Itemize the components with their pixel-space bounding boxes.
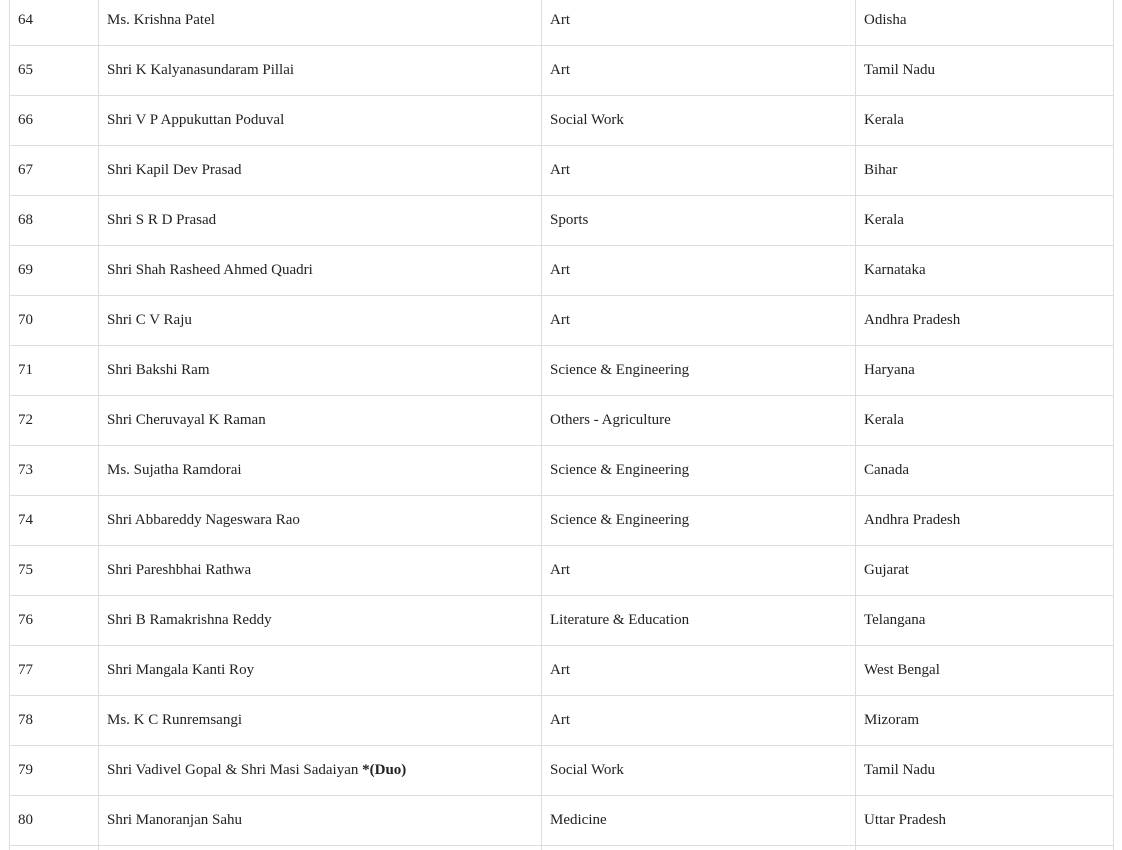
awardee-name: Shri S R D Prasad (107, 212, 217, 228)
table-row (10, 796, 1114, 846)
serial-number-cell (10, 846, 99, 850)
field-cell: Science & Engineering (542, 446, 856, 496)
table-row (10, 596, 1114, 646)
field-cell: Science & Engineering (542, 496, 856, 546)
awardee-name-cell (99, 846, 542, 850)
table-row (10, 146, 1114, 196)
awardee-name-cell (99, 546, 542, 596)
awardee-name-cell (99, 96, 542, 146)
field-cell: Art (542, 696, 856, 746)
awardee-name-cell (99, 346, 542, 396)
awardee-name-cell (99, 646, 542, 696)
state-cell: Haryana (856, 346, 1114, 396)
awardee-name-cell (99, 0, 542, 46)
state-cell: Odisha (856, 0, 1114, 46)
awardee-name-cell (99, 596, 542, 646)
serial-number-cell: 80 (10, 796, 99, 846)
serial-number-cell: 64 (10, 0, 99, 46)
table-row (10, 296, 1114, 346)
awardee-name-cell (99, 296, 542, 346)
state-cell: Andhra Pradesh (856, 496, 1114, 546)
serial-number-cell: 69 (10, 246, 99, 296)
awardee-name: Shri K Kalyanasundaram Pillai (107, 62, 295, 78)
awardee-name-cell (99, 496, 542, 546)
state-cell: Kerala (856, 196, 1114, 246)
table-row (10, 0, 1114, 46)
table-body (10, 0, 1114, 850)
table-row (10, 246, 1114, 296)
field-cell: Art (542, 646, 856, 696)
serial-number-cell: 78 (10, 696, 99, 746)
table-row (10, 446, 1114, 496)
awardee-name-cell (99, 796, 542, 846)
awardee-name: Shri Vadivel Gopal & Shri Masi Sadaiyan (107, 762, 359, 778)
field-cell: Art (542, 46, 856, 96)
state-cell: Kerala (856, 96, 1114, 146)
state-cell: Karnataka (856, 246, 1114, 296)
table-row (10, 46, 1114, 96)
awardee-name-cell (99, 196, 542, 246)
field-cell: Art (542, 296, 856, 346)
awardee-name: Shri B Ramakrishna Reddy (107, 612, 272, 628)
awardee-name: Shri C V Raju (107, 312, 192, 328)
serial-number-cell: 76 (10, 596, 99, 646)
field-cell: Medicine (542, 796, 856, 846)
field-cell: Art (542, 546, 856, 596)
table-row (10, 196, 1114, 246)
field-cell: Art (542, 146, 856, 196)
serial-number-cell: 65 (10, 46, 99, 96)
table-row (10, 96, 1114, 146)
duo-marker (362, 762, 406, 778)
awardee-name-cell (99, 396, 542, 446)
state-cell: Andhra Pradesh (856, 296, 1114, 346)
state-cell: Gujarat (856, 546, 1114, 596)
state-cell: Telangana (856, 596, 1114, 646)
awardee-name: Shri Mangala Kanti Roy (107, 662, 255, 678)
field-cell: Sports (542, 196, 856, 246)
field-cell: Art (542, 246, 856, 296)
table-row (10, 746, 1114, 796)
state-cell: Mizoram (856, 696, 1114, 746)
field-cell: Science & Engineering (542, 346, 856, 396)
awardee-name-cell (99, 746, 542, 796)
awardee-name: Shri Abbareddy Nageswara Rao (107, 512, 300, 528)
table-row (10, 346, 1114, 396)
table-row (10, 546, 1114, 596)
state-cell: Tamil Nadu (856, 746, 1114, 796)
awardee-name: Shri V P Appukuttan Poduval (107, 112, 285, 128)
awardee-name: Shri Manoranjan Sahu (107, 812, 242, 828)
state-cell: Uttar Pradesh (856, 796, 1114, 846)
awardee-name-cell (99, 696, 542, 746)
serial-number-cell: 75 (10, 546, 99, 596)
awardee-name-cell (99, 46, 542, 96)
serial-number-cell: 66 (10, 96, 99, 146)
awardee-name: Shri Pareshbhai Rathwa (107, 562, 252, 578)
awardees-table (9, 0, 1114, 850)
awardee-name-cell (99, 246, 542, 296)
state-cell: Tamil Nadu (856, 46, 1114, 96)
state-cell: West Bengal (856, 646, 1114, 696)
field-cell: Art (542, 0, 856, 46)
serial-number-cell: 71 (10, 346, 99, 396)
serial-number-cell: 68 (10, 196, 99, 246)
serial-number-cell: 77 (10, 646, 99, 696)
awardee-name-cell (99, 446, 542, 496)
state-cell: Kerala (856, 396, 1114, 446)
awardee-name: Shri Kapil Dev Prasad (107, 162, 242, 178)
state-cell: Bihar (856, 146, 1114, 196)
duo-asterisk: *(Duo) (362, 762, 407, 778)
awardee-name: Ms. Krishna Patel (107, 12, 215, 28)
serial-number-cell: 67 (10, 146, 99, 196)
field-cell: Others - Agriculture (542, 396, 856, 446)
state-cell (856, 846, 1114, 850)
serial-number-cell: 70 (10, 296, 99, 346)
awardee-name: Shri Cheruvayal K Raman (107, 412, 266, 428)
field-cell: Social Work (542, 96, 856, 146)
state-cell: Canada (856, 446, 1114, 496)
awardee-name-cell (99, 146, 542, 196)
field-cell: Literature & Education (542, 596, 856, 646)
awardee-name: Shri Shah Rasheed Ahmed Quadri (107, 262, 313, 278)
field-cell (542, 846, 856, 850)
awardee-name: Ms. Sujatha Ramdorai (107, 462, 242, 478)
table-row (10, 396, 1114, 446)
table-row (10, 846, 1114, 850)
serial-number-cell: 79 (10, 746, 99, 796)
table-row (10, 496, 1114, 546)
serial-number-cell: 73 (10, 446, 99, 496)
table-row (10, 696, 1114, 746)
serial-number-cell: 74 (10, 496, 99, 546)
awardee-name: Ms. K C Runremsangi (107, 712, 242, 728)
serial-number-cell: 72 (10, 396, 99, 446)
field-cell: Social Work (542, 746, 856, 796)
table-row (10, 646, 1114, 696)
awardee-name: Shri Bakshi Ram (107, 362, 210, 378)
